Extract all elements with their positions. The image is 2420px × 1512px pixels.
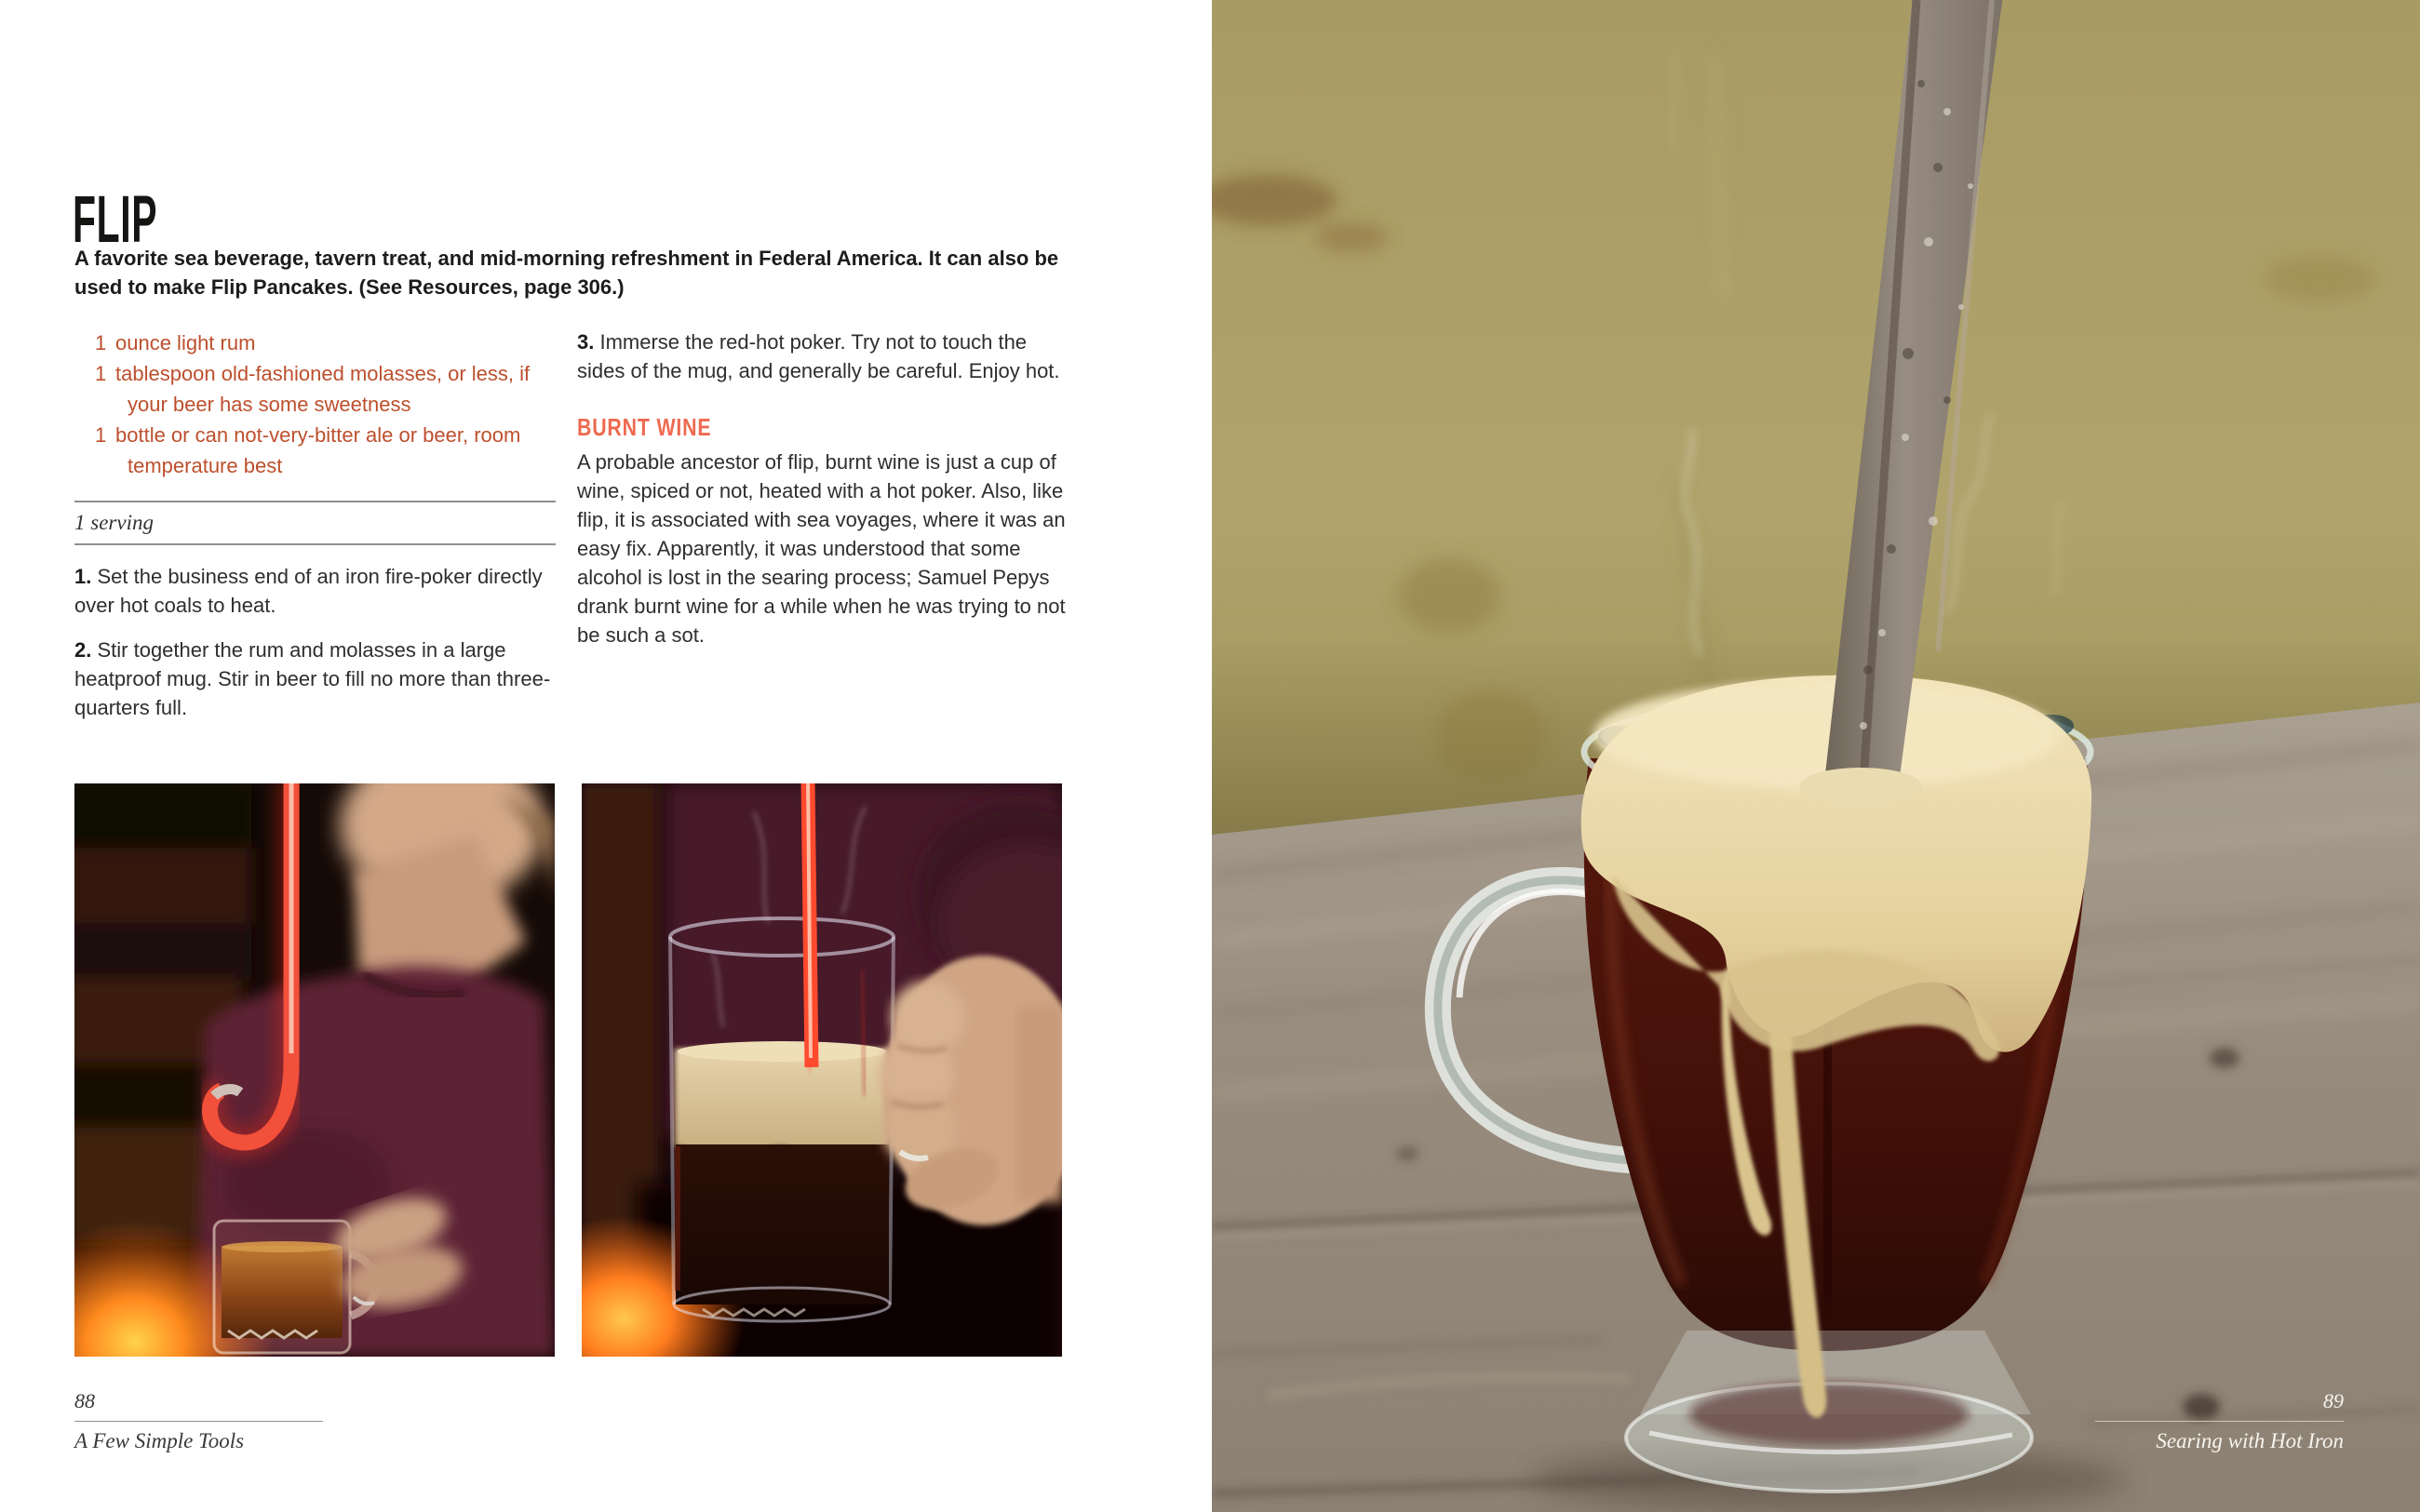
photo-poker-in-foaming-mug-art (582, 783, 1062, 1357)
recipe-step (74, 562, 556, 620)
ingredients-list (74, 328, 556, 481)
left-text-column (74, 328, 556, 738)
glass-foot (1626, 1331, 2032, 1492)
divider (74, 501, 556, 502)
ingredient-text: tablespoon old-fashioned molasses, or less, if your beer has some sweetness (115, 362, 531, 416)
chapter-label: A Few Simple Tools (74, 1429, 245, 1452)
step-text: Stir together the rum and molasses in a large heatproof mug. Stir in beer to fill no more than three-quarters full. (74, 638, 551, 719)
right-text-column (577, 328, 1069, 649)
photo-flip-mug-art (1212, 0, 2420, 1512)
chapter-label: Searing with Hot Iron (2156, 1429, 2344, 1452)
footer-rule (2095, 1421, 2344, 1422)
recipe-step (74, 636, 556, 722)
footer-rule (74, 1421, 323, 1422)
ingredient-item (74, 420, 556, 481)
sidebar-body: A probable ancestor of flip, burnt wine is just a cup of wine, spiced or not, heated with a hot poker. Also, like flip, it is associated with sea voyages, where it was an easy fix. Apparently, it was understood that some alcohol is lost in the searing process; Samuel Pepys drank burnt wine for a while when he was trying to not be such a sot. (577, 450, 1066, 647)
yield-note: 1 serving (74, 511, 154, 534)
ingredient-item (74, 358, 556, 420)
right-page-footer (2001, 1390, 2344, 1453)
divider (74, 543, 556, 545)
recipe-intro: A favorite sea beverage, tavern treat, and mid-morning refreshment in Federal America. It can also be used to make Flip Pancakes. (See Resources, page 306.) (74, 247, 1059, 299)
step-number: 1. (74, 565, 92, 588)
page-number: 89 (2323, 1389, 2344, 1412)
step-text: Immerse the red-hot poker. Try not to touch the sides of the mug, and generally be careful. Enjoy hot. (577, 330, 1060, 382)
recipe-title: FLIP (73, 181, 158, 257)
step-number: 2. (74, 638, 92, 662)
photo-poker-in-foaming-mug (582, 783, 1062, 1357)
sidebar-heading: BURNT WINE (577, 413, 712, 441)
left-page-footer (74, 1390, 326, 1453)
right-page (1212, 0, 2420, 1512)
photo-poker-hook-over-mug (74, 783, 555, 1357)
ingredient-text: ounce light rum (115, 331, 256, 355)
page-number: 88 (74, 1389, 95, 1412)
photo-flip-mug-with-iron (1212, 0, 2420, 1512)
ingredient-item (74, 328, 556, 358)
ingredient-qty: 1 (95, 362, 107, 385)
recipe-step (577, 328, 1069, 385)
photo-poker-hook-over-mug-art (74, 783, 555, 1357)
foam-around-rod (1799, 768, 1922, 805)
ingredient-qty: 1 (95, 331, 107, 355)
step-text: Set the business end of an iron fire-poker directly over hot coals to heat. (74, 565, 543, 617)
step-number: 3. (577, 330, 595, 354)
ingredient-qty: 1 (95, 423, 107, 447)
ingredient-text: bottle or can not-very-bitter ale or beer, room temperature best (115, 423, 521, 477)
